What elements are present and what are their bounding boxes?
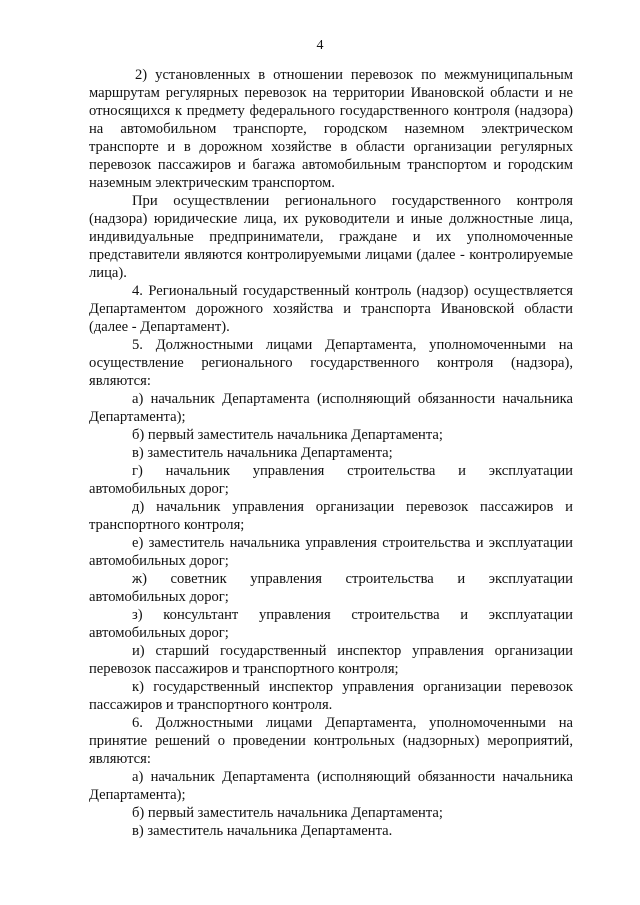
paragraph-4-control-authority: 4. Региональный государственный контроль (надзор) осуществляется Департаментом дорожного хозяйства и транспорта Ивановской области (далее - Департамент).	[89, 283, 573, 335]
list-item-5zh: ж) советник управления строительства и эксплуатации автомобильных дорог;	[89, 571, 573, 605]
page-number: 4	[316, 38, 324, 53]
list-item-5g: г) начальник управления строительства и эксплуатации автомобильных дорог;	[89, 463, 573, 497]
paragraph-5-officials-intro: 5. Должностными лицами Департамента, уполномоченными на осуществление регионального государственного контроля (надзора), являются:	[89, 337, 573, 389]
list-item-5d: д) начальник управления организации перевозок пассажиров и транспортного контроля;	[89, 499, 573, 533]
list-item-5a: а) начальник Департамента (исполняющий обязанности начальника Департамента);	[89, 391, 573, 425]
list-item-5b: б) первый заместитель начальника Департамента;	[132, 427, 443, 443]
paragraph-controlled-persons: При осуществлении регионального государственного контроля (надзора) юридические лица, их руководители и иные должностные лица, индивидуальные предприниматели, граждане и их уполномоченные представители являются контролируемыми лицами (далее - контролируемые лица).	[89, 193, 573, 281]
list-item-5v: в) заместитель начальника Департамента;	[132, 445, 393, 461]
list-item-5z: з) консультант управления строительства и эксплуатации автомобильных дорог;	[89, 607, 573, 641]
list-item-5k: к) государственный инспектор управления организации перевозок пассажиров и транспортного контроля.	[89, 679, 573, 713]
list-item-5i: и) старший государственный инспектор управления организации перевозок пассажиров и транспортного контроля;	[89, 643, 573, 677]
list-item-6a: а) начальник Департамента (исполняющий обязанности начальника Департамента);	[89, 769, 573, 803]
document-body	[89, 66, 573, 840]
paragraph-6-decision-officials-intro: 6. Должностными лицами Департамента, уполномоченными на принятие решений о проведении контрольных (надзорных) мероприятий, являются:	[89, 715, 573, 767]
list-item-6b: б) первый заместитель начальника Департамента;	[132, 805, 443, 821]
list-item-6v: в) заместитель начальника Департамента.	[132, 823, 393, 839]
list-item-5e: е) заместитель начальника управления строительства и эксплуатации автомобильных дорог;	[89, 535, 573, 569]
paragraph-item-2-regular-routes: 2) установленных в отношении перевозок по межмуниципальным маршрутам регулярных перевозок на территории Ивановской области и не относящихся к предмету федерального государственного контроля (надзора) на автомобильном транспорте, городском наземном электрическом транспорте и в дорожном хозяйстве в области организации регулярных перевозок пассажиров и багажа автомобильным транспортом и городским наземным электрическим транспортом.	[89, 67, 573, 191]
